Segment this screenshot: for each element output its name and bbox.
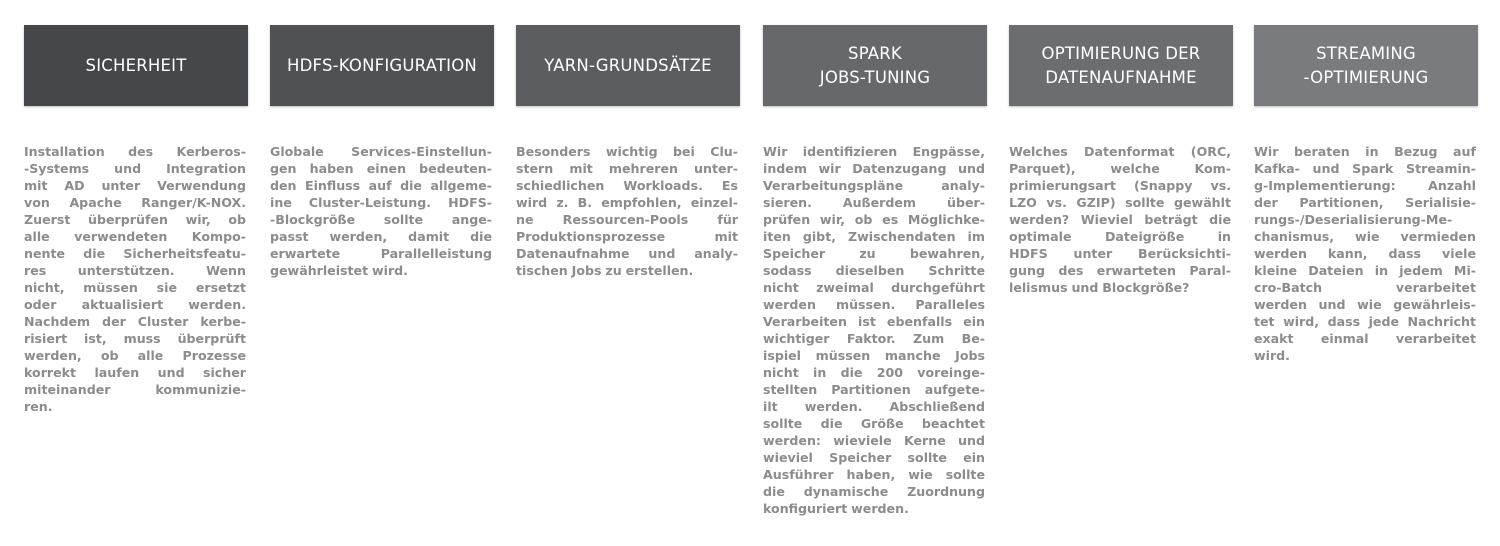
description-line: nicht in die 200 voreinge- — [763, 365, 985, 380]
description-line: kleine Dateien in jedem Mi- — [1254, 263, 1476, 278]
column-header — [270, 25, 494, 106]
description-line: die dynamische Zuordnung — [763, 484, 985, 499]
description-line: passt werden, damit die — [270, 229, 492, 244]
description-line: Datenaufnahme und analy- — [516, 246, 738, 261]
description-line: werden? Wieviel beträgt die — [1009, 212, 1231, 227]
description-line: iten gibt, Zwischendaten im — [763, 229, 985, 244]
description-line: konfiguriert werden. — [763, 501, 909, 516]
description-line: ilt werden. Abschließend — [763, 399, 985, 414]
column-hdfs — [270, 25, 494, 279]
description-line: erwartete Parallelleistung — [270, 246, 492, 261]
column-title: OPTIMIERUNG DER DATENAUFNAHME — [1041, 43, 1201, 87]
description-line: ispiel müssen manche Jobs — [763, 348, 985, 363]
column-ingestion — [1009, 25, 1233, 296]
column-title: SICHERHEIT — [85, 55, 187, 75]
description-line: tet wird, dass jede Nachricht — [1254, 314, 1476, 329]
description-line: -Blockgröße sollte ange- — [270, 212, 492, 227]
description-line: wichtiger Faktor. Zum Be- — [763, 331, 985, 346]
description-line: nicht, müssen sie ersetzt — [24, 280, 246, 295]
description-line: indem wir Datenzugang und — [763, 161, 985, 176]
description-line: HDFS unter Berücksichti- — [1009, 246, 1231, 261]
description-line: Ausführer haben, wie sollte — [763, 467, 985, 482]
description-line: ren. — [24, 399, 53, 414]
description-line: korrekt laufen und sicher — [24, 365, 246, 380]
description-line: werden müssen. Paralleles — [763, 297, 985, 312]
description-line: sodass dieselben Schritte — [763, 263, 985, 278]
column-header — [24, 25, 248, 106]
description-line: werden, ob alle Prozesse — [24, 348, 246, 363]
description-line: wieviel Speicher sollte ein — [763, 450, 985, 465]
description-line: gung des erwarteten Paral- — [1009, 263, 1231, 278]
column-description — [270, 143, 492, 279]
column-security — [24, 25, 248, 415]
description-line: prüfen wir, ob es Möglichke- — [763, 212, 985, 227]
description-line: Verarbeitungspläne analy- — [763, 178, 985, 193]
column-header — [1009, 25, 1233, 106]
column-description — [1254, 143, 1476, 364]
description-line: chanismus, wie vermieden — [1254, 229, 1476, 244]
description-line: Zuerst überprüfen wir, ob — [24, 212, 246, 227]
description-line: Installation des Kerberos- — [24, 144, 246, 159]
column-title: HDFS-KONFIGURATION — [287, 55, 477, 75]
description-line: ine Cluster-Leistung. HDFS- — [270, 195, 492, 210]
description-line: wird. — [1254, 348, 1290, 363]
column-title: YARN-GRUNDSÄTZE — [544, 55, 712, 75]
description-line: cro-Batch verarbeitet — [1254, 280, 1476, 295]
description-line: Besonders wichtig bei Clu- — [516, 144, 738, 159]
description-line: risiert ist, muss überprüft — [24, 331, 246, 346]
description-line: Nachdem der Cluster kerbe- — [24, 314, 246, 329]
description-line: Kafka- und Spark Streamin- — [1254, 161, 1476, 176]
description-line: Produktionsprozesse mit — [516, 229, 738, 244]
column-description — [1009, 143, 1231, 296]
description-line: nente die Sicherheitsfeatu- — [24, 246, 246, 261]
description-line: ne Ressourcen-Pools für — [516, 212, 738, 227]
column-streaming — [1254, 25, 1478, 364]
description-line: rungs-/Deserialisierung-Me- — [1254, 212, 1453, 227]
description-line: Welches Datenformat (ORC, — [1009, 144, 1231, 159]
description-line: Speicher zu bewahren, — [763, 246, 985, 261]
description-line: tischen Jobs zu erstellen. — [516, 263, 694, 278]
description-line: der Partitionen, Serialisie- — [1254, 195, 1476, 210]
description-line: g-Implementierung: Anzahl — [1254, 178, 1476, 193]
description-line: werden: wieviele Kerne und — [763, 433, 985, 448]
description-line: mit AD unter Verwendung — [24, 178, 246, 193]
description-line: exakt einmal verarbeitet — [1254, 331, 1476, 346]
description-line: gewährleistet wird. — [270, 263, 408, 278]
description-line: Verarbeiten ist ebenfalls ein — [763, 314, 985, 329]
description-line: Globale Services-Einstellun- — [270, 144, 492, 159]
column-header — [516, 25, 740, 106]
column-header — [763, 25, 987, 106]
description-line: primierungsart (Snappy vs. — [1009, 178, 1231, 193]
column-description — [763, 143, 985, 517]
description-line: schiedlichen Workloads. Es — [516, 178, 738, 193]
description-line: sollte die Größe beachtet — [763, 416, 985, 431]
description-line: stern mit mehreren unter- — [516, 161, 738, 176]
description-line: sieren. Außerdem über- — [763, 195, 985, 210]
description-line: von Apache Ranger/K-NOX. — [24, 195, 246, 210]
column-title: STREAMING -OPTIMIERUNG — [1303, 43, 1429, 87]
column-description — [24, 143, 246, 415]
description-line: Wir identifizieren Engpässe, — [763, 144, 985, 159]
description-line: werden kann, dass viele — [1254, 246, 1476, 261]
description-line: nicht zweimal durchgeführt — [763, 280, 985, 295]
description-line: den Einfluss auf die allgeme- — [270, 178, 492, 193]
column-header — [1254, 25, 1478, 106]
description-line: werden und wie gewährleis- — [1254, 297, 1476, 312]
description-line: gen haben einen bedeuten- — [270, 161, 492, 176]
description-line: wird z. B. empfohlen, einzel- — [516, 195, 738, 210]
column-description — [516, 143, 738, 279]
description-line: miteinander kommunizie- — [24, 382, 246, 397]
column-spark — [763, 25, 987, 517]
column-yarn — [516, 25, 740, 279]
description-line: lelismus und Blockgröße? — [1009, 280, 1190, 295]
description-line: LZO vs. GZIP) sollte gewählt — [1009, 195, 1231, 210]
description-line: oder aktualisiert werden. — [24, 297, 246, 312]
description-line: -Systems und Integration — [24, 161, 246, 176]
description-line: res unterstützen. Wenn — [24, 263, 246, 278]
description-line: Parquet), welche Kom- — [1009, 161, 1231, 176]
description-line: alle verwendeten Kompo- — [24, 229, 246, 244]
column-title: SPARK JOBS-TUNING — [819, 43, 931, 87]
description-line: stellten Partitionen aufgete- — [763, 382, 985, 397]
description-line: Wir beraten in Bezug auf — [1254, 144, 1476, 159]
description-line: optimale Dateigröße in — [1009, 229, 1231, 244]
